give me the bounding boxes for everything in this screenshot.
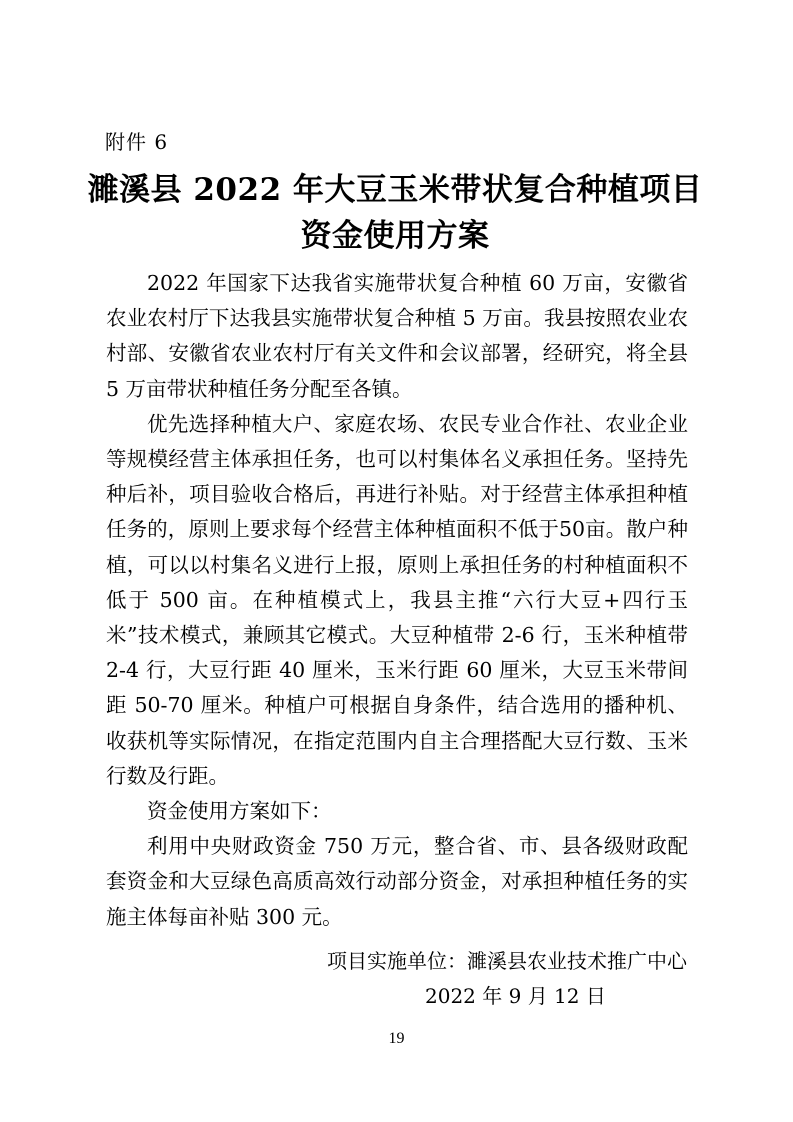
- paragraph-overview: 2022 年国家下达我省实施带状复合种植 60 万亩，安徽省农业农村厅下达我县实施带状复合种植 5 万亩。我县按照农业农村部、安徽省农业农村厅有关文件和会议部署，经研究，将全县 5 万亩带状种植任务分配至各镇。: [106, 271, 688, 401]
- signature-unit: 项目实施单位：濉溪县农业技术推广中心: [327, 949, 687, 973]
- paragraph-funding-heading: 资金使用方案如下：: [147, 799, 332, 824]
- paragraph-implementation: 优先选择种植大户、家庭农场、农民专业合作社、农业企业等规模经营主体承担任务，也可以村集体名义承担任务。坚持先种后补，项目验收合格后，再进行补贴。对于经营主体承担种植任务的，原则上要求每个经营主体种植面积不低于50亩。散户种植，可以以村集名义进行上报，原则上承担任务的村种植面积不低于 500 亩。在种植模式上，我县主推“六行大豆+四行玉米”技术模式，兼顾其它模式。大豆种植带 2-6 行，玉米种植带 2-4 行，大豆行距 40 厘米，玉米行距 60 厘米，大豆玉米带间距 50-70 厘米。种植户可根据自身条件，结合选用的播种机、收获机等实际情况，在指定范围内自主合理搭配大豆行数、玉米行数及行距。: [106, 411, 688, 788]
- document-title-line-1: 濉溪县 2022 年大豆玉米带状复合种植项目: [87, 172, 703, 208]
- attachment-label: 附件 6: [105, 130, 169, 154]
- paragraph-funding-plan: 利用中央财政资金 750 万元，整合省、市、县各级财政配套资金和大豆绿色高质高效行动部分资金，对承担种植任务的实施主体每亩补贴 300 元。: [106, 834, 688, 929]
- document-body: [106, 266, 688, 935]
- signature-date: 2022 年 9 月 12 日: [425, 984, 606, 1008]
- document-title-line-2: 资金使用方案: [300, 218, 490, 254]
- page-number: 19: [388, 1030, 405, 1047]
